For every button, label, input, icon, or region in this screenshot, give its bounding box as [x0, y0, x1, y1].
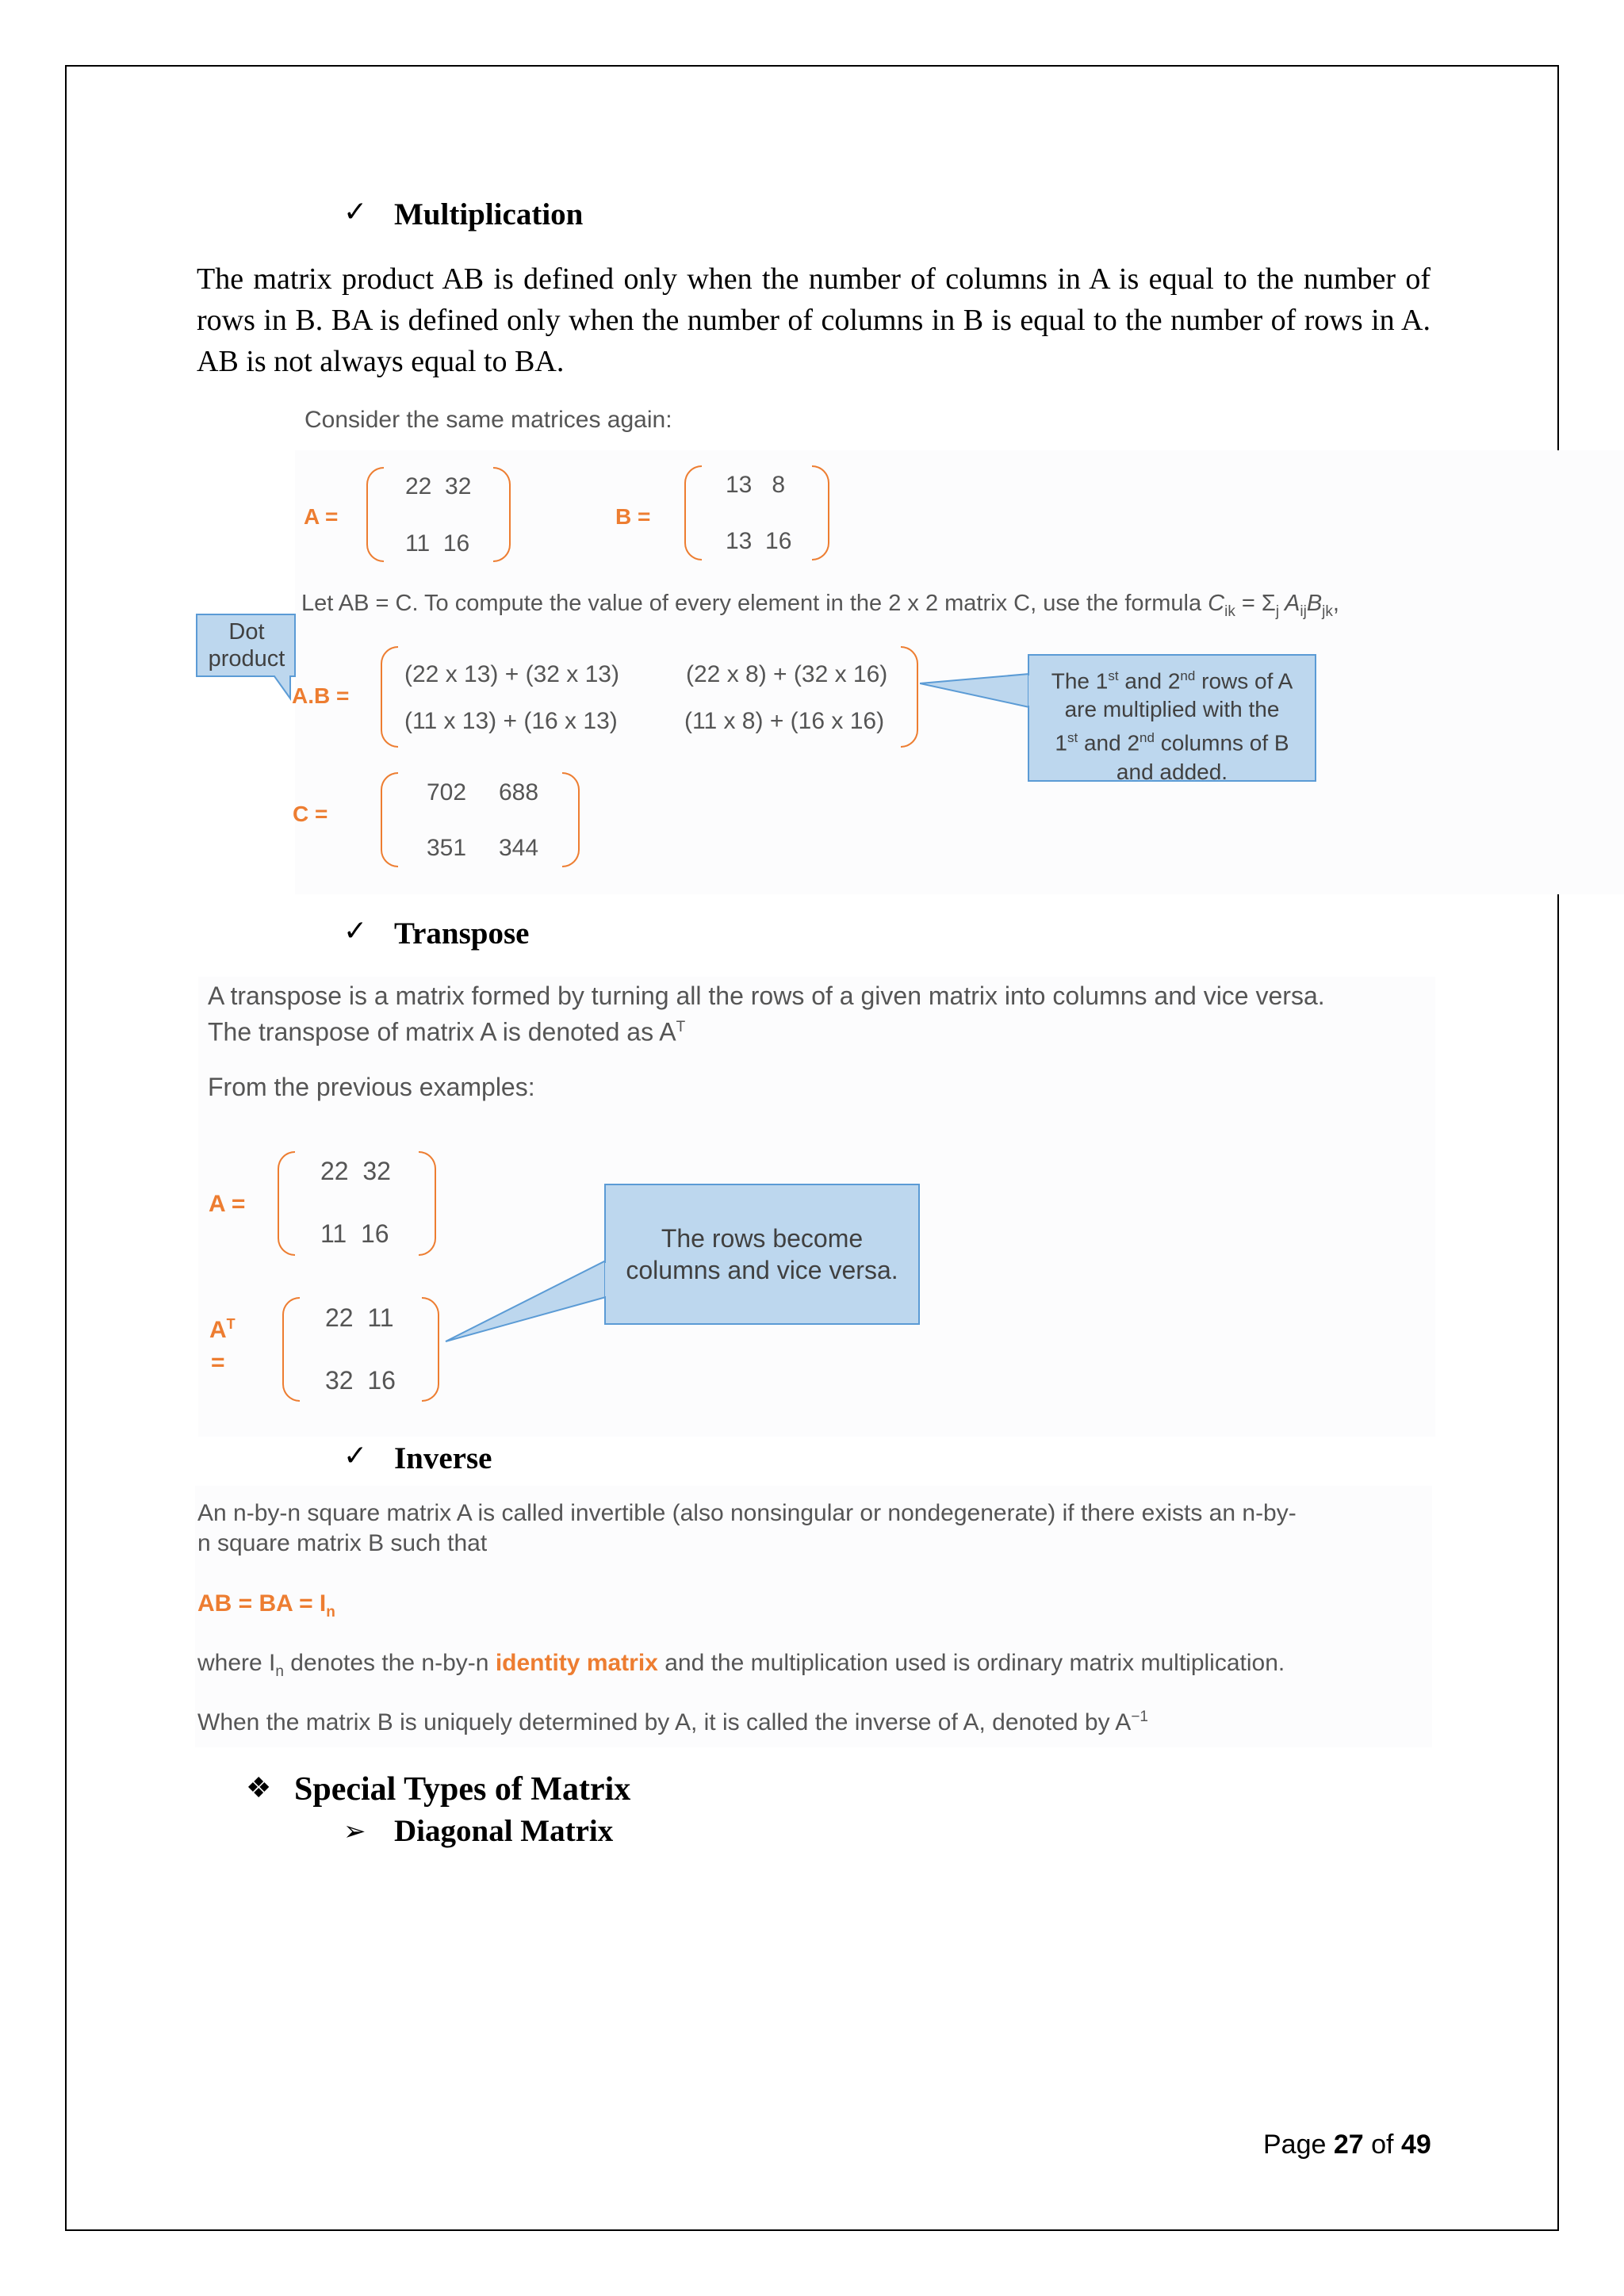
- bracket-right: [419, 1151, 436, 1256]
- bracket-left: [278, 1151, 295, 1256]
- unique-inverse-text: When the matrix B is uniquely determined by A, it is called the inverse of A, denoted by $A^{-1}$: [197, 1709, 1148, 1735]
- let-ab-sentence: Let AB = C. To compute the value of every element in the 2 x 2 matrix C, use the formula: [301, 591, 1202, 616]
- identity-matrix-link[interactable]: identity matrix: [495, 1650, 658, 1676]
- inverse-description: [197, 1498, 1297, 1559]
- rows-multiplied-callout: [1028, 654, 1316, 782]
- arrow-bullet-icon: ➢: [343, 1817, 366, 1846]
- ab-label: A.B =: [292, 683, 350, 708]
- rows-callout-line2: are multiplied with the: [1064, 697, 1280, 722]
- ab-cell-11: (22 x 13) + (32 x 13): [404, 661, 619, 687]
- bracket-right: [812, 465, 829, 561]
- inverse-desc-line2: n square matrix B such that: [197, 1530, 488, 1556]
- formula-c: C: [1208, 591, 1225, 616]
- checkmark-icon: ✓: [343, 196, 368, 228]
- matrix-c-label: C =: [293, 802, 328, 826]
- multiplication-paragraph: The matrix product AB is defined only when the number of columns in A is equal to the number of rows in B. BA is defined only when the number of columns in B is equal to the number of rows in A. AB is not always equal to BA.: [197, 262, 1431, 378]
- transpose-desc-line2: The transpose of matrix A is denoted as $A^T$: [208, 1017, 686, 1047]
- ab-cell-22: (11 x 8) + (16 x 16): [684, 708, 885, 734]
- c-cell-22: 344: [499, 835, 539, 861]
- formula-b-sub: jk: [1322, 603, 1333, 620]
- transpose-a-row2: 11 16: [320, 1219, 389, 1248]
- diagonal-matrix-heading: Diagonal Matrix: [394, 1814, 614, 1848]
- formula-a-sub: ij: [1300, 603, 1307, 620]
- transpose-description: [208, 980, 1325, 1048]
- matrix-a-row1: 22 32: [405, 473, 472, 499]
- formula-tail: ,: [1332, 591, 1339, 616]
- transpose-at-label: $A^T$: [209, 1316, 236, 1343]
- bracket-left: [684, 465, 702, 561]
- bracket-left: [366, 467, 384, 562]
- bracket-left: [282, 1297, 300, 1402]
- page-number: Page 27 of 49: [1263, 2130, 1431, 2160]
- formula-eq: = Σ: [1235, 591, 1276, 616]
- bracket-right: [562, 772, 580, 867]
- c-cell-21: 351: [427, 835, 467, 861]
- special-types-heading: Special Types of Matrix: [294, 1771, 631, 1808]
- matrix-a-label: A =: [304, 504, 339, 529]
- inverse-desc-line1: An n-by-n square matrix A is called invertible (also nonsingular or nondegenerate) if there exists an n-by-: [197, 1500, 1297, 1526]
- transpose-callout-line2: columns and vice versa.: [626, 1256, 898, 1284]
- checkmark-icon: ✓: [343, 1440, 368, 1471]
- ab-cell-12: (22 x 8) + (32 x 16): [686, 661, 888, 687]
- where-identity-text: where $I_n$ denotes the n-by-n identity matrix and the multiplication used is ordinary matrix multiplication.: [197, 1650, 1285, 1680]
- transpose-a-label: A =: [209, 1191, 246, 1217]
- multiplication-heading: Multiplication: [394, 197, 584, 232]
- from-previous-text: From the previous examples:: [208, 1073, 535, 1101]
- formula-j-sub: j: [1275, 603, 1280, 620]
- bracket-right: [493, 467, 511, 562]
- formula-b: B: [1306, 591, 1323, 616]
- matrix-a-row2: 11 16: [405, 530, 470, 557]
- transpose-at-row2: 32 16: [325, 1366, 396, 1395]
- transpose-callout-pointer: [444, 1181, 611, 1348]
- let-ab-text: [301, 591, 1339, 621]
- c-cell-11: 702: [427, 779, 467, 806]
- ab-cell-21: (11 x 13) + (16 x 13): [404, 708, 618, 734]
- transpose-heading: Transpose: [394, 916, 530, 951]
- transpose-callout-line1: The rows become: [661, 1224, 864, 1253]
- transpose-at-equals: =: [211, 1349, 225, 1376]
- matrix-b-row2: 13 16: [726, 528, 792, 554]
- c-cell-12: 688: [499, 779, 539, 806]
- transpose-a-row1: 22 32: [320, 1157, 391, 1185]
- matrix-b-label: B =: [615, 504, 651, 529]
- consider-text: Consider the same matrices again:: [304, 407, 672, 433]
- inverse-heading: Inverse: [394, 1441, 492, 1475]
- bracket-right: [422, 1297, 439, 1402]
- formula-a: A: [1279, 591, 1300, 616]
- rows-become-callout: [604, 1184, 920, 1325]
- matrix-b-row1: 13 8: [726, 472, 786, 498]
- dot-product-callout: Dot product: [208, 619, 285, 672]
- formula-c-sub: ik: [1224, 603, 1235, 620]
- checkmark-icon: ✓: [343, 915, 368, 947]
- rows-callout-line3: 1st and 2nd columns of B: [1055, 730, 1289, 756]
- transpose-desc-line1: A transpose is a matrix formed by turning all the rows of a given matrix into columns and vice versa.: [208, 982, 1325, 1010]
- callout-seam: [1028, 675, 1032, 706]
- diamond-bullet-icon: ❖: [246, 1772, 272, 1804]
- rows-callout-line1: The 1st and 2nd rows of A: [1051, 668, 1293, 694]
- bracket-left: [381, 772, 398, 867]
- rows-callout-line4: and added.: [1116, 759, 1228, 784]
- bracket-left: [381, 646, 398, 748]
- inverse-formula: AB = BA = $I_n$: [197, 1590, 335, 1621]
- transpose-at-row1: 22 11: [325, 1303, 394, 1332]
- bracket-right: [901, 646, 918, 748]
- callout-seam: [605, 1263, 608, 1296]
